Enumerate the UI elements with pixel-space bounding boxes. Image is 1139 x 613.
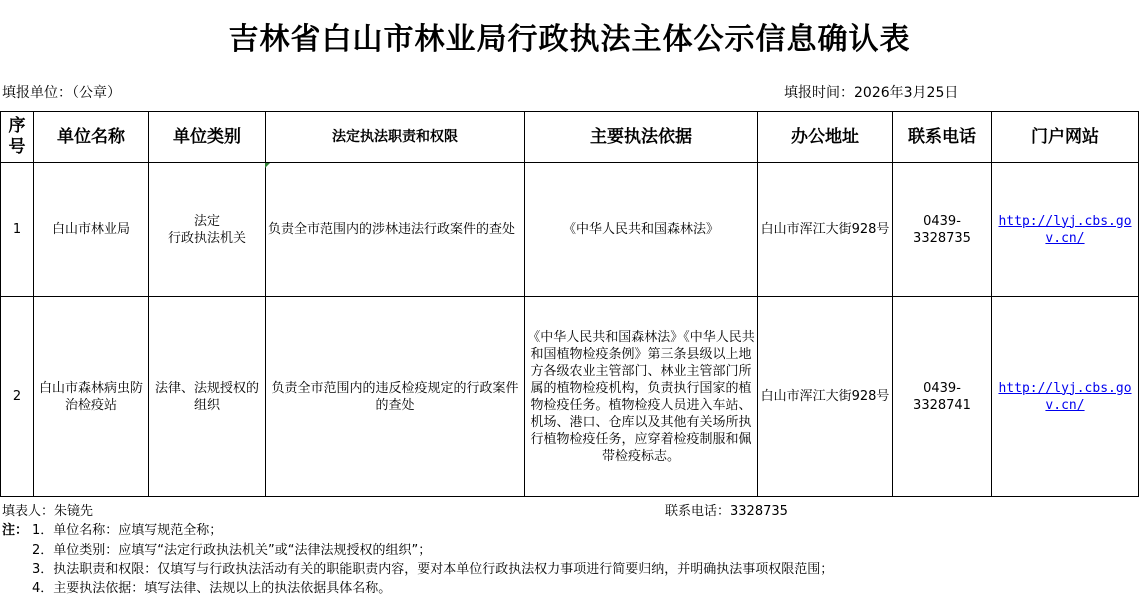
- cell-website: [992, 297, 1139, 497]
- cell-unit-category: [149, 163, 266, 297]
- cell-duty: 负责全市范围内的违反检疫规定的行政案件的查处: [266, 297, 525, 497]
- table-header-row: [1, 112, 1139, 163]
- fill-time: 填报时间：2026年3月25日: [784, 85, 959, 101]
- cell-duty: 负责全市范围内的涉林违法行政案件的查处: [266, 163, 525, 297]
- header-phone: 联系电话: [893, 112, 992, 163]
- notes-prefix: 注：: [2, 523, 29, 538]
- fill-unit: 填报单位：（公章）: [2, 85, 121, 101]
- header-no: 序号: [1, 112, 34, 163]
- category-line-1: 法定: [193, 213, 220, 229]
- header-unit-category: 单位类别: [149, 112, 266, 163]
- cell-no: 2: [1, 297, 34, 497]
- cell-website: [992, 163, 1139, 297]
- info-table: [0, 111, 1139, 497]
- cell-basis: 《中华人民共和国森林法》《中华人民共和国植物检疫条例》第三条县级以上地方各级农业主管部门、林业主管部门所属的植物检疫机构，负责执行国家的植物检疫任务。植物检疫人员进入车站、机场、港口、仓库以及其他有关场所执行植物检疫任务，应穿着检疫制服和佩带检疫标志。: [525, 297, 758, 497]
- category-line-2: 行政执法机关: [167, 230, 246, 246]
- cell-unit-name: 白山市森林病虫防治检疫站: [34, 297, 149, 497]
- table-row: [1, 297, 1139, 497]
- website-link[interactable]: http://lyj.cbs.gov.cn/: [998, 380, 1132, 413]
- cell-address: 白山市浑江大街928号: [758, 163, 893, 297]
- cell-unit-category: 法律、法规授权的组织: [149, 297, 266, 497]
- header-website: 门户网站: [992, 112, 1139, 163]
- form-title: 吉林省白山市林业局行政执法主体公示信息确认表: [228, 22, 911, 57]
- filler: 填表人：朱镜先: [2, 504, 94, 519]
- cell-phone: 0439-3328741: [893, 297, 992, 497]
- cell-address: 白山市浑江大街928号: [758, 297, 893, 497]
- note-item: 3．执法职责和权限：仅填写与行政执法活动有关的职能职责内容，要对本单位行政执法权力事项进行简要归纳，并明确执法事项权限范围；: [32, 562, 834, 577]
- cell-no: 1: [1, 163, 34, 297]
- note-item: 4．主要执法依据：填写法律、法规以上的执法依据具体名称。: [32, 581, 392, 596]
- header-address: 办公地址: [758, 112, 893, 163]
- cell-basis: 《中华人民共和国森林法》: [525, 163, 758, 297]
- note-item: 2．单位类别：应填写“法定行政执法机关”或“法律法规授权的组织”；: [32, 543, 432, 558]
- note-item: 1．单位名称：应填写规范全称；: [32, 523, 223, 538]
- cell-phone: 0439-3328735: [893, 163, 992, 297]
- cell-unit-name: 白山市林业局: [34, 163, 149, 297]
- table-row: [1, 163, 1139, 297]
- header-basis: 主要执法依据: [525, 112, 758, 163]
- website-link[interactable]: http://lyj.cbs.gov.cn/: [998, 213, 1132, 246]
- header-unit-name: 单位名称: [34, 112, 149, 163]
- cell-comment-marker: [265, 163, 270, 168]
- footer-contact: 联系电话：3328735: [665, 504, 788, 519]
- header-duty: 法定执法职责和权限: [266, 112, 525, 163]
